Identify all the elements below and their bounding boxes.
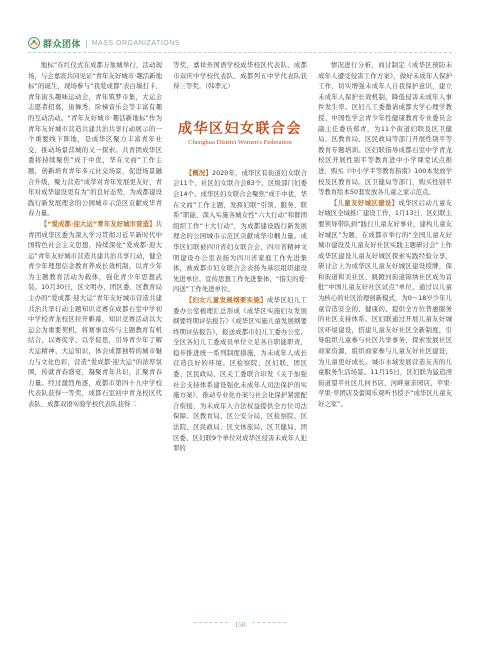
paragraph xyxy=(28,219,162,410)
topic-tag: 【“爱成都·迎大运”青年友好城市营造】 xyxy=(40,219,156,228)
text-column-2 xyxy=(173,60,307,454)
text-column-1 xyxy=(28,60,162,410)
page-footer xyxy=(0,612,480,631)
mass-organizations-logo-icon xyxy=(28,37,40,49)
section-separator: | xyxy=(85,38,88,48)
paragraph: 等奖，嘉祥外国语学校成华校区代表队、成都市双庆中学校代表队、成都列五中学代表队获得三等奖。（韩孝元） xyxy=(173,61,307,91)
paragraph xyxy=(318,198,452,410)
footer-rule-left xyxy=(194,622,228,623)
paragraph: 情况进行分析，商讨制定《成华区预防未成年人遭受侵害工作方案》，做好未成年人保护工作，切实增强未成年人自我保护意识，建立未成年人保护长效机制，降低侵害未成年人事件发生率。区妇儿工委邀请成都大学心理学教授、中国性学会青少年性健康教育专业委员会副主任委员郑青，为11个街道妇联及区卫健局、区教育局、区民政局等部门开展性别平等教育专题培训。区妇联指导成都石室中学青龙校区开展性别平等教育进中小学课堂试点推进，购买《中小学平等教育指南》100本发放学校及区教育局。区卫健局等部门，购买性别平等教育绘本50套发放各儿童之家示范点。 xyxy=(318,61,452,197)
footer-rule-right xyxy=(252,622,286,623)
text-column-3 xyxy=(318,60,452,410)
section-title-en: MASS ORGANIZATIONS xyxy=(91,39,180,47)
header-divider xyxy=(28,52,452,53)
paragraph-text: 共青团成华区委为深入学习贯彻习近平新时代中国特色社会主义思想，持续深化“爱成都·迎大运”青年友好城市营造共建共治共享行动，健全青少年理想信念教育养成长效机制，以青少年为主题教育活动为载体，强化青少年思想武装。10月30日，区文明办、团区委、区教育局主办的“爱成都·迎大运”青年友好城市营造共建共治共享行动主题知识竞赛在成都石室中学初中学校青龙校区拉开帷幕，知识竞赛活动以大运会为重要契机，将赛事宣传与主题教育有机结合，以赛促学、以学促思，引导青少年了解大运精神、大运知识，体会成都独特的城市魅力与文化色彩，营造“爱成都·迎大运”的浓厚氛围，传就青春盛宴，凝聚青年共识，汇聚青春力量。经过激烈角逐，成都市第四十九中学校代表队获得一等奖，成都石室初中青龙校区代表队、成都双语实验学校代表队获得二 xyxy=(28,219,162,408)
paragraph-text: 成华区妇儿工委办公室梳理汇总形成《成华区实施妇女发展纲要终期评估报告》《成华区实施儿童发展纲要终期评估报告》，报送成都市妇儿工委办公室。全区各妇儿工委成员单位立足各自职能职责，稳步推进统一系列制度措施，为未成年人成长营造良好的环境。区检察院、区妇联、团区委、区民政局、区关工委联合印发《关于加强社会支持体系建设强化未成年人司法保护的实施方案》，推动专业化办案与社会化保护紧密配合衔接，为未成年人合法权益提供全方位司法保障。区教育局、区公安分局、区检察院、区法院、区民政局、区文体旅局、区卫健局、团区委、区妇联9个单位对成华区侵害未成年人犯罪的 xyxy=(173,295,308,453)
page-number: 150 xyxy=(234,620,246,629)
paragraph-text: 成华区启动儿童友好城区全域推广建设工作，1月13日，区妇联主要领导带队到“践行儿童友好事业，建构儿童友好城区”为题，在成都市举行的“全国儿童友好城市建设及儿童友好社区实践主题研讨会”上作成华区建设儿童友好城区探索实践经验分享，研讨会上为成华区儿童友好城区建设授牌，保和街道和美社区、跳蹬河街道锦绣社区成为首批“中国儿童友好社区试点”单位，通过以儿童为核心的社区治理创新模式，为0～18岁少年儿童营造安全的、健康的、提供全方位普惠服务的社区支持体系。区妇联通过开展儿童友好城区环境建设，搭建儿童友好社区全新制度，引导组织儿童参与社区共享事务，探索发展社区商家资源，组织商家参与儿童友好社区建设，为儿童更好成长。城市水域发展营造友善的儿童服务生活场景。11月15日，区妇联为猛追湾街道望平社区几何书店、河畔童亲园店、苹果·苹果·苹团店及蕾阅乐观听书授予“成华区儿童友好之家”。 xyxy=(318,198,453,408)
paragraph xyxy=(173,168,307,295)
paragraph-text: 2020年，成华区有街道妇女联合会11个、社区妇女联合会83个、区级部门妇委会14个。成华区妇女联合会聚焦“成于中优，华在文商”工作主题，发挥妇联“引领、服务、联系”职能，深入实施各城女性“六大行动”和群团组织工作“十大行动”，为成都建设践行新发展理念的公园城市示范区贡献成华巾帼力量。成华区妇联被四川省妇女联合会、四川省精神文明建设办公室表扬为四川省家庭工作先进集体，被成都市妇女联合会表扬为基层组织建设先进单位、宣传思想工作先进集体、“指尖的爱·四送”工作先进单位。 xyxy=(173,168,307,294)
topic-tag: 【儿童友好城区建设】 xyxy=(330,198,399,207)
section-header xyxy=(28,36,180,50)
topic-tag: 【概况】 xyxy=(185,168,213,177)
topic-tag: 【妇女儿童发展纲要实施】 xyxy=(185,295,267,304)
article-title: 成华区妇女联合会 xyxy=(178,120,302,137)
section-title-cn: 群众团体 xyxy=(43,39,82,50)
article-title-en: Chenghua District Women's Federation xyxy=(188,138,292,146)
paragraph: 地标”在红仪式在成都万象城举行，活动现场，与会嘉宾共同见证“青年友好城市·趣活新地标”的诞生，现场参与“我爱成都”表白墙打卡，青年街头趣味运动会，青年筑梦市集，大运会志愿者招募，街舞秀，阶梯音乐会等丰富有趣的互动活动。“青年友好城市·趣活新地标”作为青年友好城市营造共建共治共享行动展示的一个重要线下阵地，是成华区聚力丰富青年社交，推动场景营城的又一探索。共青团成华区委将持续聚焦“成于中优，华在文商”工作主题，创新培育青年多元社交场景，促进场景融合升级，聚力营造“成华对青年发展更友好，青年对成华建设更有为”的良好态势，为成都建设践行新发展理念的公园城市示范区贡献成华青春力量。 xyxy=(28,61,162,218)
paragraph xyxy=(173,295,307,454)
